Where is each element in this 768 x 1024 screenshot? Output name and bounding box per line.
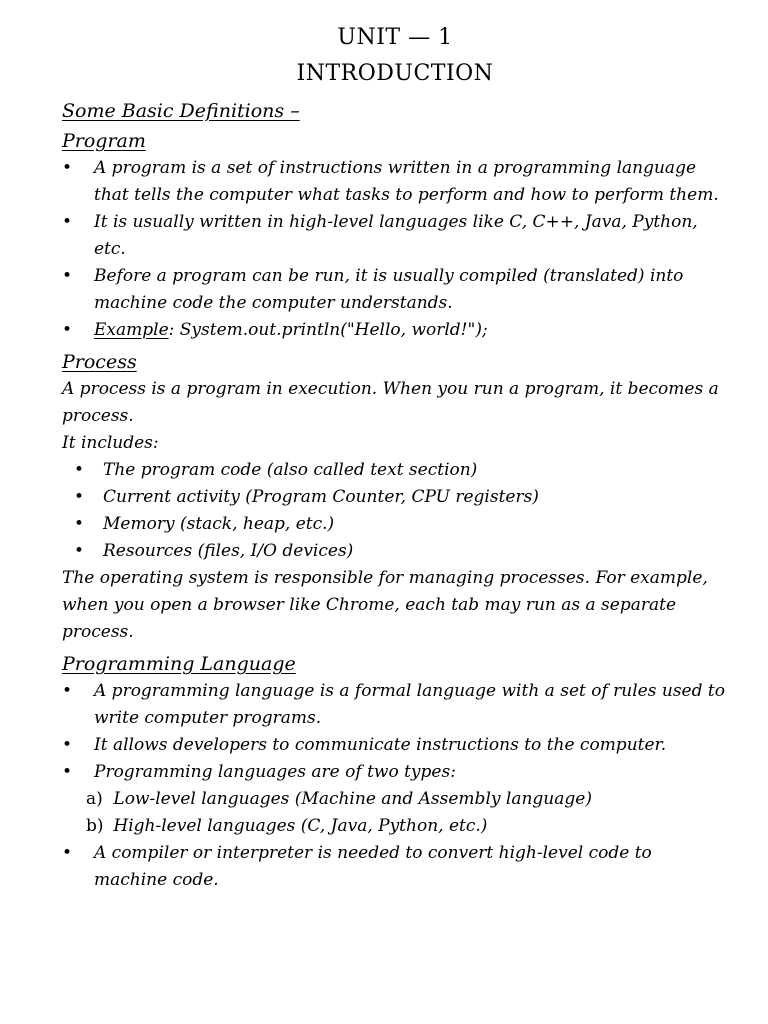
process-include-item: • Resources (files, I/O devices) bbox=[62, 538, 728, 565]
process-intro: A process is a program in execution. When you run a program, it becomes a process. bbox=[62, 379, 719, 426]
program-bullet: • A program is a set of instructions written in a programming language that tells the computer what tasks to perform and how to perform them. bbox=[62, 155, 728, 209]
main-heading: Some Basic Definitions – bbox=[62, 100, 300, 122]
programming-language-bullet: • A programming language is a formal language with a set of rules used to write computer programs. bbox=[62, 678, 728, 732]
process-include-item: • The program code (also called text section) bbox=[62, 457, 728, 484]
process-include-item: • Current activity (Program Counter, CPU registers) bbox=[62, 484, 728, 511]
page-title: INTRODUCTION bbox=[296, 61, 494, 86]
programming-language-bullet: • It allows developers to communicate instructions to the computer. bbox=[62, 732, 728, 759]
program-bullet: • It is usually written in high-level languages like C, C++, Java, Python, etc. bbox=[62, 209, 728, 263]
process-includes-label: It includes: bbox=[62, 433, 159, 453]
process-include-item: • Memory (stack, heap, etc.) bbox=[62, 511, 728, 538]
process-includes-list bbox=[62, 457, 728, 565]
language-type-item bbox=[62, 786, 728, 813]
program-heading: Program bbox=[62, 130, 146, 152]
language-type-item bbox=[62, 813, 728, 840]
type-text: High-level languages (C, Java, Python, etc.) bbox=[113, 816, 488, 836]
program-list bbox=[62, 155, 728, 344]
process-heading: Process bbox=[62, 351, 137, 373]
programming-language-bullet: • Programming languages are of two types: bbox=[62, 759, 728, 786]
unit-title: UNIT — 1 bbox=[337, 25, 453, 50]
type-marker: a) bbox=[86, 789, 103, 809]
program-bullet: • Before a program can be run, it is usually compiled (translated) into machine code the computer understands. bbox=[62, 263, 728, 317]
programming-language-list bbox=[62, 678, 728, 786]
programming-language-bullet: • A compiler or interpreter is needed to convert high-level code to machine code. bbox=[62, 840, 728, 894]
programming-language-last bbox=[62, 840, 728, 894]
program-example bbox=[62, 317, 728, 344]
example-text: : System.out.println("Hello, world!"); bbox=[168, 320, 488, 340]
example-label: Example bbox=[94, 320, 169, 340]
type-text: Low-level languages (Machine and Assembly language) bbox=[113, 789, 592, 809]
type-marker: b) bbox=[86, 816, 104, 836]
process-closing: The operating system is responsible for managing processes. For example, when you open a browser like Chrome, each tab may run as a separate process. bbox=[62, 568, 708, 642]
programming-language-heading: Programming Language bbox=[62, 653, 296, 675]
